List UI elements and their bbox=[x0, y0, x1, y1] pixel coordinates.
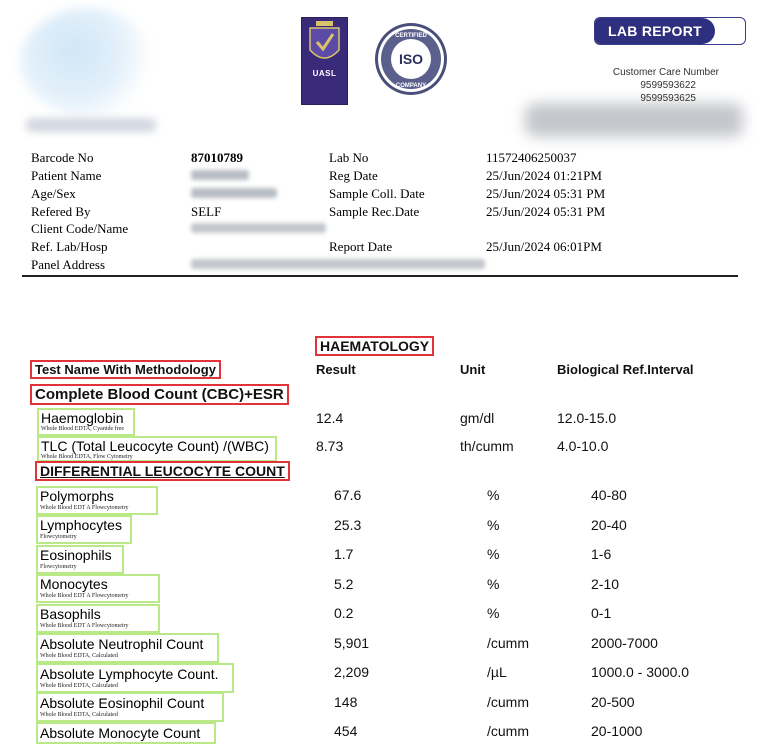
sample-rec-date-value: 25/Jun/2024 05:31 PM bbox=[486, 204, 606, 219]
test-row-lymphocytes bbox=[36, 515, 132, 544]
test-unit: % bbox=[487, 546, 500, 562]
report-date-value: 25/Jun/2024 06:01PM bbox=[486, 239, 602, 254]
test-method: Whole Blood EDT A Flowcytometry bbox=[40, 593, 129, 599]
uasl-label: UASL bbox=[312, 69, 337, 78]
test-method: Flowcytometry bbox=[40, 534, 77, 540]
test-ref: 20-1000 bbox=[591, 723, 643, 739]
customer-care-phone-1: 9599593622 bbox=[640, 80, 696, 91]
test-ref: 1000.0 - 3000.0 bbox=[591, 664, 690, 680]
test-unit: /cumm bbox=[487, 635, 529, 651]
test-result: 67.6 bbox=[334, 487, 362, 503]
test-result: 12.4 bbox=[316, 410, 344, 426]
test-row-eosinophils bbox=[36, 545, 124, 574]
report-date-label: Report Date bbox=[329, 239, 393, 254]
test-method: Whole Blood EDTA, Calculated bbox=[40, 683, 118, 689]
lab-logo bbox=[20, 8, 155, 116]
test-row-tlc bbox=[37, 436, 277, 462]
test-ref: 2000-7000 bbox=[591, 635, 658, 651]
test-ref: 20-500 bbox=[591, 694, 635, 710]
sample-coll-date-value: 25/Jun/2024 05:31 PM bbox=[486, 186, 606, 201]
test-name: Absolute Monocyte Count bbox=[40, 725, 201, 741]
test-name: Absolute Eosinophil Count bbox=[40, 695, 205, 711]
iso-top-text: CERTIFIED bbox=[395, 33, 427, 39]
test-method: Flowcytometry bbox=[40, 564, 77, 570]
sample-rec-date-label: Sample Rec.Date bbox=[329, 204, 420, 219]
test-row-basophils bbox=[36, 604, 160, 633]
referred-by-value: SELF bbox=[191, 204, 222, 219]
test-row-alc bbox=[36, 663, 234, 693]
test-method: Whole Blood EDTA, Calculated bbox=[40, 653, 118, 659]
test-result: 454 bbox=[334, 723, 358, 739]
test-name: Absolute Lymphocyte Count. bbox=[40, 666, 219, 682]
test-name: Lymphocytes bbox=[40, 517, 122, 533]
test-result: 25.3 bbox=[334, 517, 362, 533]
test-ref: 0-1 bbox=[591, 605, 612, 621]
test-row-anc bbox=[36, 633, 219, 663]
col-test-name: Test Name With Methodology bbox=[30, 360, 221, 379]
test-row-amc bbox=[36, 722, 216, 744]
test-ref: 2-10 bbox=[591, 576, 620, 592]
test-method: Whole Blood EDTA, Flow Cytometry bbox=[41, 454, 133, 460]
lab-no-label: Lab No bbox=[329, 150, 369, 165]
lab-address-redacted bbox=[525, 103, 743, 137]
test-row-aec bbox=[36, 692, 224, 722]
test-unit: % bbox=[487, 576, 500, 592]
col-ref-interval: Biological Ref.Interval bbox=[557, 362, 694, 377]
test-name: Absolute Neutrophil Count bbox=[40, 636, 204, 652]
age-sex-redacted bbox=[191, 188, 277, 198]
test-result: 5,901 bbox=[334, 635, 370, 651]
test-result: 0.2 bbox=[334, 605, 354, 621]
test-result: 5.2 bbox=[334, 576, 354, 592]
customer-care-phone-2: 9599593625 bbox=[640, 93, 696, 104]
reg-date-label: Reg Date bbox=[329, 168, 378, 183]
test-row-haemoglobin bbox=[37, 408, 135, 436]
ref-lab-label: Ref. Lab/Hosp bbox=[31, 239, 108, 254]
department-title: HAEMATOLOGY bbox=[315, 336, 434, 356]
test-unit: % bbox=[487, 605, 500, 621]
col-unit: Unit bbox=[460, 362, 486, 377]
test-row-monocytes bbox=[36, 574, 160, 603]
referred-by-label: Refered By bbox=[31, 204, 91, 219]
test-name: Monocytes bbox=[40, 576, 108, 592]
test-result: 8.73 bbox=[316, 438, 344, 454]
test-name: Basophils bbox=[40, 606, 101, 622]
panel-title: Complete Blood Count (CBC)+ESR bbox=[30, 384, 289, 405]
test-ref: 20-40 bbox=[591, 517, 627, 533]
lab-no-value: 11572406250037 bbox=[486, 150, 577, 165]
test-method: Whole Blood EDT A Flowcytometry bbox=[40, 505, 129, 511]
test-unit: % bbox=[487, 487, 500, 503]
header-divider bbox=[22, 275, 738, 277]
test-name: Haemoglobin bbox=[41, 410, 124, 426]
panel-address-redacted bbox=[191, 259, 485, 269]
uasl-accreditation-icon bbox=[301, 17, 348, 105]
test-name: Eosinophils bbox=[40, 547, 112, 563]
test-method: Whole Blood EDT A Flowcytometry bbox=[40, 623, 129, 629]
test-ref: 12.0-15.0 bbox=[557, 410, 617, 426]
lab-report-label: LAB REPORT bbox=[608, 23, 702, 39]
age-sex-label: Age/Sex bbox=[31, 186, 76, 201]
barcode-value: 87010789 bbox=[191, 150, 243, 165]
reg-date-value: 25/Jun/2024 01:21PM bbox=[486, 168, 602, 183]
col-result: Result bbox=[316, 362, 356, 377]
customer-care-label: Customer Care Number bbox=[612, 67, 719, 78]
test-name: TLC (Total Leucocyte Count) /(WBC) bbox=[41, 438, 269, 454]
test-result: 2,209 bbox=[334, 664, 370, 680]
test-unit: /cumm bbox=[487, 694, 529, 710]
test-unit: /µL bbox=[487, 664, 507, 680]
iso-seal-icon bbox=[373, 21, 449, 97]
test-unit: th/cumm bbox=[460, 438, 514, 454]
test-ref: 4.0-10.0 bbox=[557, 438, 609, 454]
iso-center-text: ISO bbox=[398, 51, 424, 67]
barcode-label: Barcode No bbox=[31, 150, 94, 165]
test-unit: % bbox=[487, 517, 500, 533]
test-name: Polymorphs bbox=[40, 488, 114, 504]
iso-bottom-text: COMPANY bbox=[395, 83, 427, 89]
test-result: 148 bbox=[334, 694, 358, 710]
test-result: 1.7 bbox=[334, 546, 354, 562]
test-ref: 1-6 bbox=[591, 546, 612, 562]
lab-name-redacted bbox=[26, 118, 156, 132]
test-method: Whole Blood EDTA, Cyanide free bbox=[41, 426, 124, 432]
patient-name-redacted bbox=[191, 170, 249, 180]
client-code-label: Client Code/Name bbox=[31, 221, 129, 236]
test-row-polymorphs bbox=[36, 486, 158, 515]
test-method: Whole Blood EDTA, Calculated bbox=[40, 712, 118, 718]
test-unit: /cumm bbox=[487, 723, 529, 739]
patient-name-label: Patient Name bbox=[31, 168, 102, 183]
panel-address-label: Panel Address bbox=[31, 257, 106, 272]
differential-title: DIFFERENTIAL LEUCOCYTE COUNT bbox=[35, 461, 290, 481]
lab-report-badge bbox=[594, 17, 746, 45]
client-code-redacted bbox=[191, 223, 326, 233]
sample-coll-date-label: Sample Coll. Date bbox=[329, 186, 425, 201]
test-ref: 40-80 bbox=[591, 487, 627, 503]
test-unit: gm/dl bbox=[460, 410, 495, 426]
